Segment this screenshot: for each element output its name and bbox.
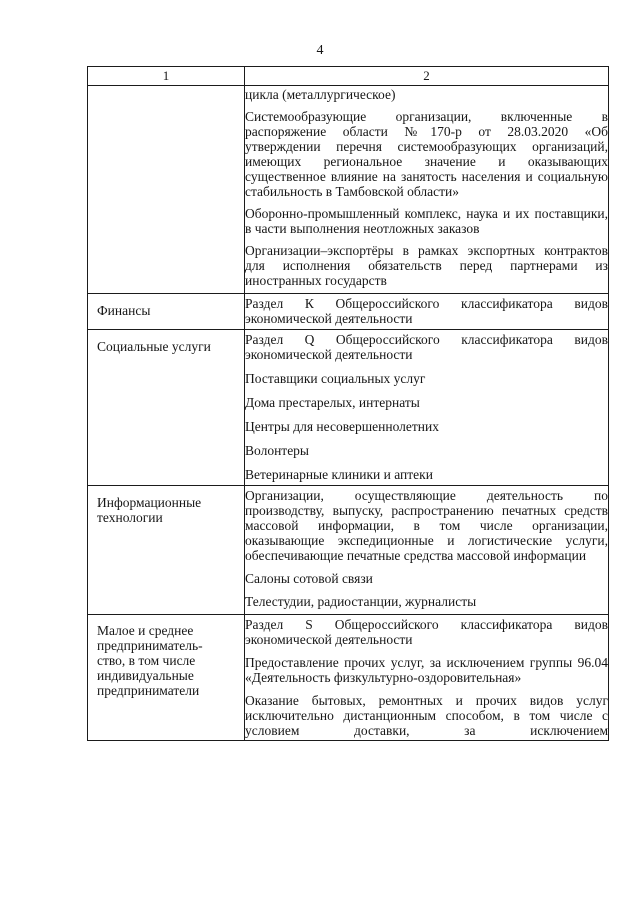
activity-item: Поставщики социальных услуг — [245, 371, 426, 386]
column-header-2: 2 — [245, 67, 609, 86]
activities-cell — [245, 86, 609, 294]
category-label: Информационные технологии — [97, 495, 202, 525]
activity-item: Раздел Q Общероссийского классификатора видов экономической деятельности — [245, 332, 608, 362]
activity-item: Дома престарелых, интернаты — [245, 395, 420, 410]
table-row — [88, 486, 609, 615]
category-cell — [88, 615, 245, 741]
table-row — [88, 615, 609, 741]
activity-item: Раздел S Общероссийского классификатора видов экономической деятельности — [245, 617, 608, 647]
table-row — [88, 86, 609, 294]
category-label: Социальные услуги — [97, 339, 211, 354]
activity-item: Оказание бытовых, ремонтных и прочих видов услуг исключительно дистанционным способом, в том числе с условием доставки, за исключением — [245, 693, 608, 738]
table-row — [88, 294, 609, 330]
page-number: 4 — [316, 43, 324, 58]
activities-cell — [245, 330, 609, 486]
table-header-row — [88, 67, 609, 86]
category-label: Малое и среднее предприниматель-ство, в том числе индивидуальные предприниматели — [97, 623, 203, 698]
activity-item: Салоны сотовой связи — [245, 571, 373, 586]
category-cell — [88, 86, 245, 294]
column-header-1: 1 — [88, 67, 245, 86]
activity-item: Телестудии, радиостанции, журналисты — [245, 594, 477, 609]
activity-item: Оборонно-промышленный комплекс, наука и их поставщики, в части выполнения неотложных заказов — [245, 206, 608, 236]
activities-cell — [245, 294, 609, 330]
activities-table — [87, 66, 609, 741]
activity-item: Организации, осуществляющие деятельность по производству, выпуску, распространению печатных средств массовой информации, в том числе организации, оказывающие экспедиционные и логистические услуги, обеспечивающие печатные средства массовой информации — [245, 488, 608, 563]
activity-item: Организации–экспортёры в рамках экспортных контрактов для исполнения обязательств перед партнерами из иностранных государств — [245, 243, 608, 288]
table-row — [88, 330, 609, 486]
activity-item: Раздел К Общероссийского классификатора видов экономической деятельности — [245, 296, 608, 326]
activity-item: Центры для несовершеннолетних — [245, 419, 439, 434]
activity-item: Предоставление прочих услуг, за исключением группы 96.04 «Деятельность физкультурно-оздоровительная» — [245, 655, 608, 685]
activity-item: Системообразующие организации, включенные в распоряжение области №170-р от 28.03.2020 «Об утверждении перечня системообразующих организаций, имеющих региональное значение и оказывающих существенное влияние на занятость населения и социальную стабильность в Тамбовской области» — [245, 109, 608, 199]
activity-item: цикла (металлургическое) — [245, 87, 396, 102]
activity-item: Волонтеры — [245, 443, 309, 458]
activities-cell — [245, 615, 609, 741]
activity-item: Ветеринарные клиники и аптеки — [245, 467, 433, 482]
activities-cell — [245, 486, 609, 615]
category-cell — [88, 294, 245, 330]
category-cell — [88, 330, 245, 486]
category-label: Финансы — [97, 303, 151, 318]
category-cell — [88, 486, 245, 615]
